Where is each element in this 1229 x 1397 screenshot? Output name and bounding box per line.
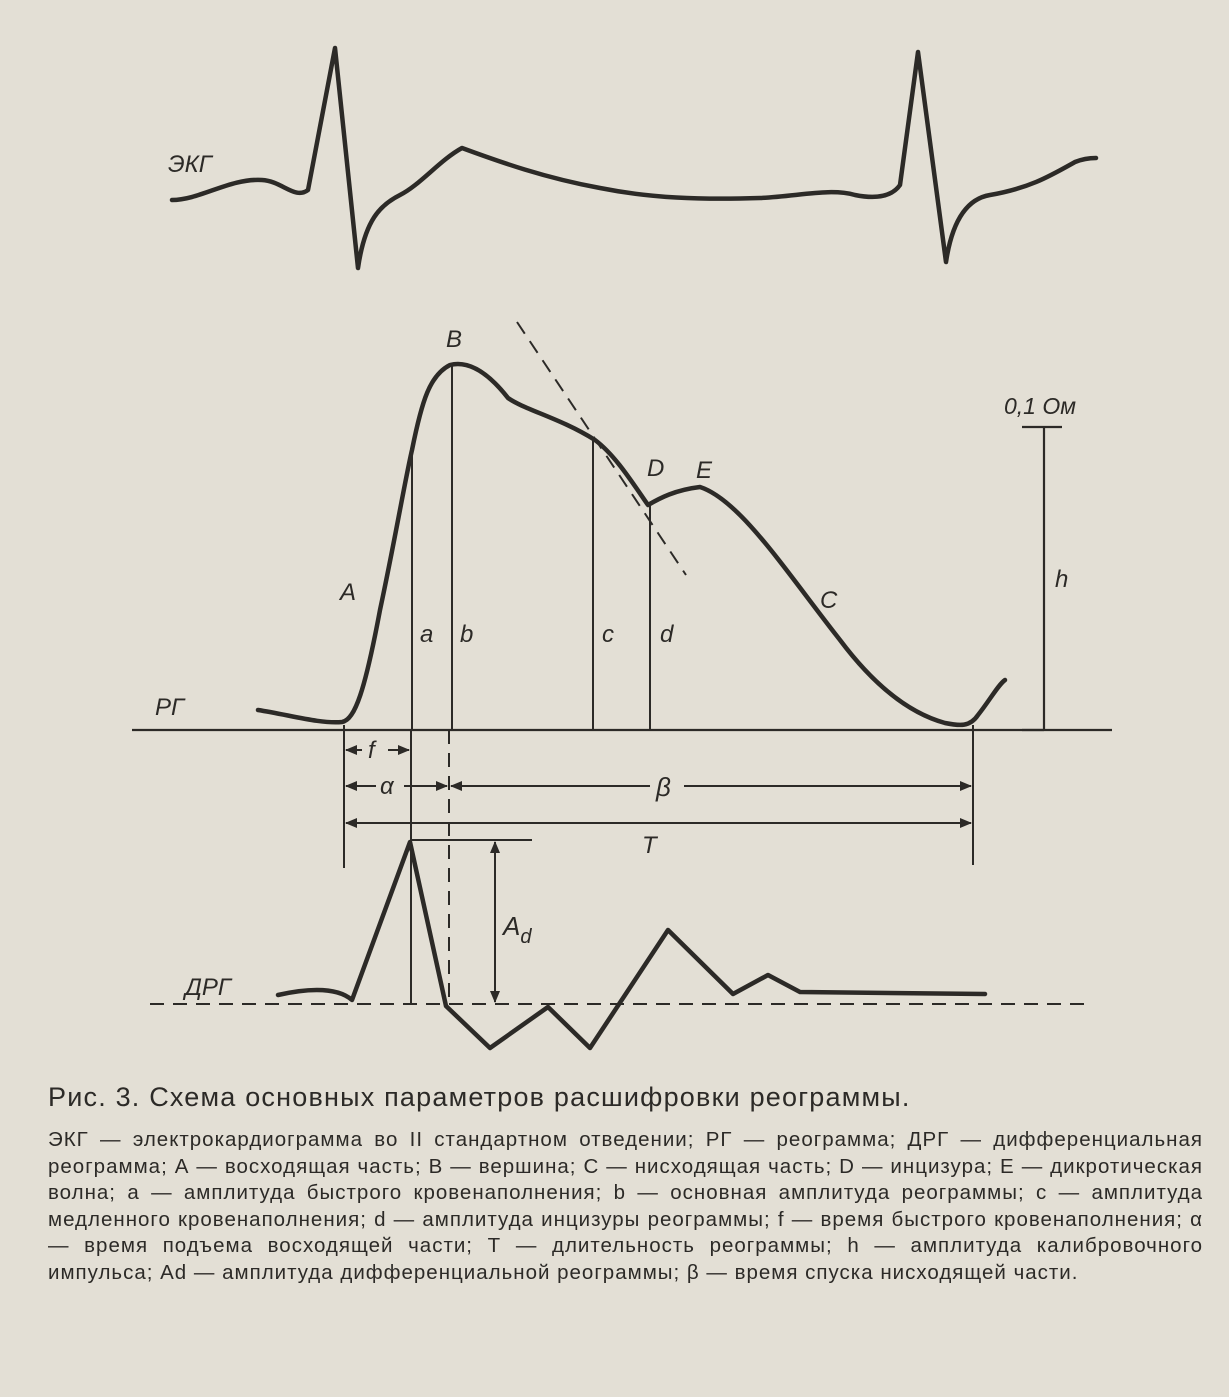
drg-curve <box>278 842 985 1048</box>
label-c: c <box>602 621 614 648</box>
ecg-label: ЭКГ <box>168 151 212 178</box>
drg-label: ДРГ <box>185 974 231 1001</box>
label-d: d <box>660 621 674 648</box>
label-C: C <box>820 587 838 614</box>
interval-T-label: T <box>642 832 657 859</box>
label-A: A <box>340 579 357 606</box>
ecg-trace <box>172 48 1096 268</box>
caption-title: Рис. 3. Схема основных параметров расшифровки реограммы. <box>48 1082 911 1112</box>
calibration-height-label: h <box>1055 566 1069 593</box>
label-a: a <box>420 621 434 648</box>
label-D: D <box>647 455 665 482</box>
tangent-dashed-line <box>517 322 686 575</box>
label-E: E <box>696 457 713 484</box>
figure-caption <box>48 1082 1203 1287</box>
rg-label: РГ <box>155 694 185 721</box>
label-B: B <box>446 326 463 353</box>
interval-beta-label: β <box>656 772 671 802</box>
calibration-label: 0,1 Ом <box>1004 393 1077 419</box>
amplitude-ad-label: $A_d$ <box>503 911 532 948</box>
label-b: b <box>460 621 474 648</box>
rg-curve <box>258 364 1005 725</box>
interval-f-label: f <box>368 737 375 764</box>
caption-body: ЭКГ — электрокардиограмма во II стандартном отведении; РГ — реограмма; ДРГ — дифференциальная реограмма; А — восходящая часть; В — вершина; С — нисходящая часть; D — инцизура; Е — дикротическая волна; а — амплитуда быстрого кровенаполнения; b — основная амплитуда реограммы; с — амплитуда медленного кровенаполнения; d — амплитуда инцизуры реограммы; f — время быстрого кровенаполнения; α — время подъема восходящей части; Т — длительность реограммы; h — амплитуда калибровочного импульса; Ad — амплитуда дифференциальной реограммы; β — время спуска нисходящей части. <box>48 1128 1203 1284</box>
interval-alpha-label: α <box>380 773 394 800</box>
